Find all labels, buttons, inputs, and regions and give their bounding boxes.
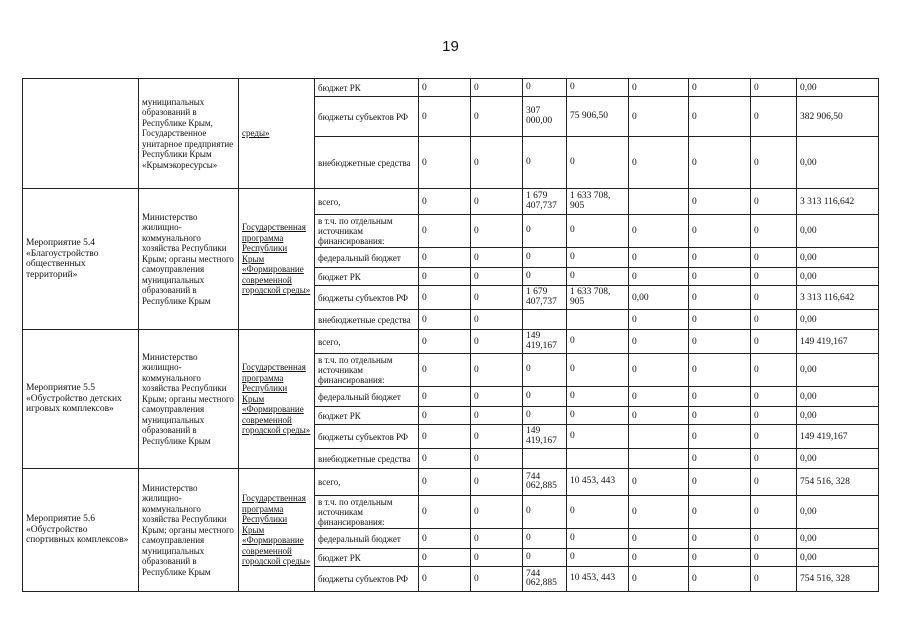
amount-cell: 307 000,00 xyxy=(523,97,567,137)
amount-cell xyxy=(567,310,629,330)
amount-cell: 0 xyxy=(567,549,629,567)
amount-cell: 0 xyxy=(751,449,797,469)
amount-cell: 0 xyxy=(689,469,751,496)
amount-cell: 0 xyxy=(419,97,471,137)
amount-cell: 0 xyxy=(689,248,751,268)
amount-cell: 0 xyxy=(471,268,523,286)
amount-cell: 0 xyxy=(523,496,567,529)
amount-cell: 0 xyxy=(567,529,629,549)
amount-cell: 0 xyxy=(751,567,797,592)
measure-name-cell xyxy=(23,79,139,189)
amount-cell: 0 xyxy=(751,496,797,529)
amount-cell: 0 xyxy=(419,79,471,97)
amount-cell: 0 xyxy=(471,425,523,449)
amount-cell: 0 xyxy=(567,330,629,354)
amount-cell: 149 419,167 xyxy=(523,330,567,354)
funding-source-cell: федеральный бюджет xyxy=(315,248,419,268)
amount-cell: 0 xyxy=(523,79,567,97)
amount-cell: 0 xyxy=(751,286,797,310)
amount-cell: 0 xyxy=(689,79,751,97)
amount-cell: 0 xyxy=(419,549,471,567)
amount-cell: 0 xyxy=(689,137,751,189)
amount-cell: 0 xyxy=(523,354,567,387)
amount-cell: 0 xyxy=(471,286,523,310)
amount-cell: 0 xyxy=(523,268,567,286)
funding-source-cell: бюджет РК xyxy=(315,79,419,97)
amount-cell: 0 xyxy=(629,330,689,354)
amount-cell: 0 xyxy=(629,549,689,567)
funding-source-cell: в т.ч. по отдельным источникам финансирования: xyxy=(315,496,419,529)
funding-source-cell: бюджет РК xyxy=(315,407,419,425)
amount-cell: 0 xyxy=(751,469,797,496)
amount-cell: 0 xyxy=(751,354,797,387)
amount-cell: 0 xyxy=(523,248,567,268)
amount-cell: 0 xyxy=(567,137,629,189)
amount-cell xyxy=(567,449,629,469)
amount-cell: 0 xyxy=(567,496,629,529)
amount-cell: 0 xyxy=(629,354,689,387)
amount-cell: 0 xyxy=(689,215,751,248)
amount-cell: 0 xyxy=(629,567,689,592)
amount-cell: 0,00 xyxy=(797,549,879,567)
amount-cell: 0 xyxy=(419,330,471,354)
amount-cell: 0 xyxy=(629,387,689,407)
executor-cell: Министерство жилищно-коммунального хозяйства Республики Крым; органы местного самоуправления муниципальных образований в Республике Крым xyxy=(139,469,239,592)
amount-cell: 382 906,50 xyxy=(797,97,879,137)
funding-source-cell: бюджеты субъектов РФ xyxy=(315,425,419,449)
amount-cell: 0 xyxy=(567,387,629,407)
amount-cell: 0 xyxy=(689,449,751,469)
amount-cell: 0 xyxy=(629,79,689,97)
amount-cell: 0 xyxy=(751,387,797,407)
amount-cell: 0 xyxy=(689,549,751,567)
amount-cell: 0 xyxy=(751,310,797,330)
amount-cell: 0 xyxy=(523,387,567,407)
funding-source-cell: в т.ч. по отдельным источникам финансирования: xyxy=(315,215,419,248)
executor-cell: муниципальных образований в Республике Крым, Государственное унитарное предприятие Республики Крым «Крымэкоресурсы» xyxy=(139,79,239,189)
amount-cell xyxy=(629,449,689,469)
amount-cell xyxy=(629,425,689,449)
amount-cell: 0 xyxy=(471,137,523,189)
amount-cell: 0 xyxy=(471,496,523,529)
funding-source-cell: федеральный бюджет xyxy=(315,387,419,407)
amount-cell: 0 xyxy=(419,310,471,330)
amount-cell: 0 xyxy=(629,97,689,137)
measure-name-cell: Мероприятие 5.6 «Обустройство спортивных комплексов» xyxy=(23,469,139,592)
funding-source-cell: внебюджетные средства xyxy=(315,137,419,189)
executor-cell: Министерство жилищно-коммунального хозяйства Республики Крым; органы местного самоуправления муниципальных образований в Республике Крым xyxy=(139,189,239,330)
amount-cell: 0 xyxy=(523,549,567,567)
amount-cell: 0 xyxy=(471,449,523,469)
amount-cell: 0 xyxy=(567,354,629,387)
amount-cell: 0,00 xyxy=(797,449,879,469)
amount-cell: 0 xyxy=(689,387,751,407)
amount-cell: 0 xyxy=(471,330,523,354)
amount-cell: 10 453, 443 xyxy=(567,469,629,496)
amount-cell: 0 xyxy=(419,286,471,310)
amount-cell: 3 313 116,642 xyxy=(797,286,879,310)
measure-name-cell: Мероприятие 5.4 «Благоустройство общественных территорий» xyxy=(23,189,139,330)
amount-cell: 0 xyxy=(567,215,629,248)
amount-cell: 0,00 xyxy=(629,286,689,310)
amount-cell: 744 062,885 xyxy=(523,469,567,496)
amount-cell: 0 xyxy=(419,469,471,496)
amount-cell: 754 516, 328 xyxy=(797,567,879,592)
funding-source-cell: бюджеты субъектов РФ xyxy=(315,97,419,137)
amount-cell: 0 xyxy=(629,268,689,286)
funding-source-cell: всего, xyxy=(315,330,419,354)
program-link: Государственная программа Республики Крым «Формирование современной городской среды» xyxy=(239,189,315,330)
amount-cell: 0 xyxy=(751,268,797,286)
amount-cell xyxy=(629,189,689,215)
amount-cell: 0 xyxy=(567,407,629,425)
amount-cell: 0 xyxy=(751,425,797,449)
amount-cell: 0 xyxy=(751,97,797,137)
amount-cell: 1 633 708, 905 xyxy=(567,189,629,215)
amount-cell: 0 xyxy=(419,567,471,592)
amount-cell: 0 xyxy=(471,79,523,97)
amount-cell: 0 xyxy=(419,496,471,529)
amount-cell: 0 xyxy=(751,529,797,549)
amount-cell: 754 516, 328 xyxy=(797,469,879,496)
amount-cell: 0 xyxy=(629,469,689,496)
table-row xyxy=(23,79,879,97)
amount-cell: 0,00 xyxy=(797,387,879,407)
amount-cell: 0 xyxy=(419,248,471,268)
amount-cell: 0 xyxy=(689,189,751,215)
amount-cell: 0 xyxy=(567,79,629,97)
amount-cell: 0 xyxy=(471,529,523,549)
amount-cell: 3 313 116,642 xyxy=(797,189,879,215)
funding-source-cell: внебюджетные средства xyxy=(315,449,419,469)
amount-cell: 0 xyxy=(689,496,751,529)
amount-cell: 0 xyxy=(689,310,751,330)
amount-cell: 0 xyxy=(523,215,567,248)
funding-source-cell: в т.ч. по отдельным источникам финансирования: xyxy=(315,354,419,387)
amount-cell: 0,00 xyxy=(797,354,879,387)
measure-name-cell: Мероприятие 5.5 «Обустройство детских игровых комплексов» xyxy=(23,330,139,469)
amount-cell: 0 xyxy=(689,529,751,549)
amount-cell: 0 xyxy=(471,354,523,387)
amount-cell: 0 xyxy=(751,248,797,268)
amount-cell: 0 xyxy=(419,407,471,425)
amount-cell: 0 xyxy=(751,215,797,248)
amount-cell: 0 xyxy=(751,79,797,97)
program-link: Государственная программа Республики Крым «Формирование современной городской среды» xyxy=(239,330,315,469)
amount-cell: 0 xyxy=(629,248,689,268)
amount-cell: 0,00 xyxy=(797,137,879,189)
page-number: 19 xyxy=(442,38,459,55)
amount-cell: 149 419,167 xyxy=(797,330,879,354)
amount-cell: 0 xyxy=(471,248,523,268)
program-link: Государственная программа Республики Крым «Формирование современной городской среды» xyxy=(239,469,315,592)
amount-cell: 1 679 407,737 xyxy=(523,189,567,215)
executor-cell: Министерство жилищно-коммунального хозяйства Республики Крым; органы местного самоуправления муниципальных образований в Республике Крым xyxy=(139,330,239,469)
amount-cell: 0 xyxy=(567,425,629,449)
amount-cell: 0 xyxy=(471,549,523,567)
amount-cell: 0 xyxy=(471,407,523,425)
amount-cell: 0 xyxy=(751,407,797,425)
amount-cell: 0,00 xyxy=(797,79,879,97)
funding-source-cell: бюджет РК xyxy=(315,268,419,286)
amount-cell: 1 633 708, 905 xyxy=(567,286,629,310)
table-row xyxy=(23,469,879,496)
amount-cell: 0 xyxy=(689,425,751,449)
amount-cell: 0 xyxy=(471,567,523,592)
amount-cell: 0 xyxy=(471,310,523,330)
amount-cell: 0 xyxy=(751,137,797,189)
amount-cell: 0 xyxy=(419,215,471,248)
amount-cell: 0,00 xyxy=(797,268,879,286)
amount-cell: 0 xyxy=(629,215,689,248)
amount-cell: 0 xyxy=(419,425,471,449)
budget-table xyxy=(22,78,879,592)
amount-cell: 0,00 xyxy=(797,215,879,248)
amount-cell: 0,00 xyxy=(797,248,879,268)
amount-cell: 0 xyxy=(689,330,751,354)
amount-cell: 0,00 xyxy=(797,529,879,549)
amount-cell: 0 xyxy=(689,97,751,137)
funding-source-cell: всего, xyxy=(315,469,419,496)
amount-cell: 0 xyxy=(471,387,523,407)
table-row xyxy=(23,330,879,354)
amount-cell: 0 xyxy=(471,189,523,215)
amount-cell: 0 xyxy=(523,137,567,189)
funding-source-cell: бюджет РК xyxy=(315,549,419,567)
amount-cell: 0 xyxy=(471,215,523,248)
amount-cell: 0 xyxy=(471,469,523,496)
amount-cell: 0 xyxy=(689,354,751,387)
amount-cell: 0 xyxy=(419,529,471,549)
amount-cell: 0 xyxy=(629,529,689,549)
amount-cell: 0 xyxy=(629,496,689,529)
amount-cell: 0 xyxy=(689,286,751,310)
amount-cell: 0 xyxy=(689,407,751,425)
amount-cell: 0 xyxy=(689,567,751,592)
amount-cell: 744 062,885 xyxy=(523,567,567,592)
amount-cell: 0 xyxy=(523,407,567,425)
amount-cell: 0,00 xyxy=(797,407,879,425)
amount-cell: 0 xyxy=(567,268,629,286)
program-link: среды» xyxy=(239,79,315,189)
funding-source-cell: внебюджетные средства xyxy=(315,310,419,330)
amount-cell: 0 xyxy=(629,137,689,189)
amount-cell xyxy=(523,449,567,469)
amount-cell: 0,00 xyxy=(797,496,879,529)
amount-cell: 0 xyxy=(629,310,689,330)
amount-cell: 0 xyxy=(523,529,567,549)
amount-cell: 0 xyxy=(751,549,797,567)
amount-cell: 10 453, 443 xyxy=(567,567,629,592)
table-row xyxy=(23,189,879,215)
funding-source-cell: бюджеты субъектов РФ xyxy=(315,567,419,592)
amount-cell: 0 xyxy=(751,330,797,354)
amount-cell: 0 xyxy=(471,97,523,137)
amount-cell: 0 xyxy=(419,189,471,215)
funding-source-cell: всего, xyxy=(315,189,419,215)
amount-cell: 0,00 xyxy=(797,310,879,330)
amount-cell: 0 xyxy=(567,248,629,268)
amount-cell: 0 xyxy=(419,268,471,286)
amount-cell: 75 906,50 xyxy=(567,97,629,137)
amount-cell: 0 xyxy=(629,407,689,425)
amount-cell: 0 xyxy=(419,387,471,407)
amount-cell: 0 xyxy=(419,449,471,469)
amount-cell xyxy=(523,310,567,330)
amount-cell: 0 xyxy=(751,189,797,215)
funding-source-cell: федеральный бюджет xyxy=(315,529,419,549)
funding-source-cell: бюджеты субъектов РФ xyxy=(315,286,419,310)
amount-cell: 1 679 407,737 xyxy=(523,286,567,310)
amount-cell: 0 xyxy=(419,137,471,189)
amount-cell: 149 419,167 xyxy=(797,425,879,449)
amount-cell: 149 419,167 xyxy=(523,425,567,449)
amount-cell: 0 xyxy=(689,268,751,286)
amount-cell: 0 xyxy=(419,354,471,387)
